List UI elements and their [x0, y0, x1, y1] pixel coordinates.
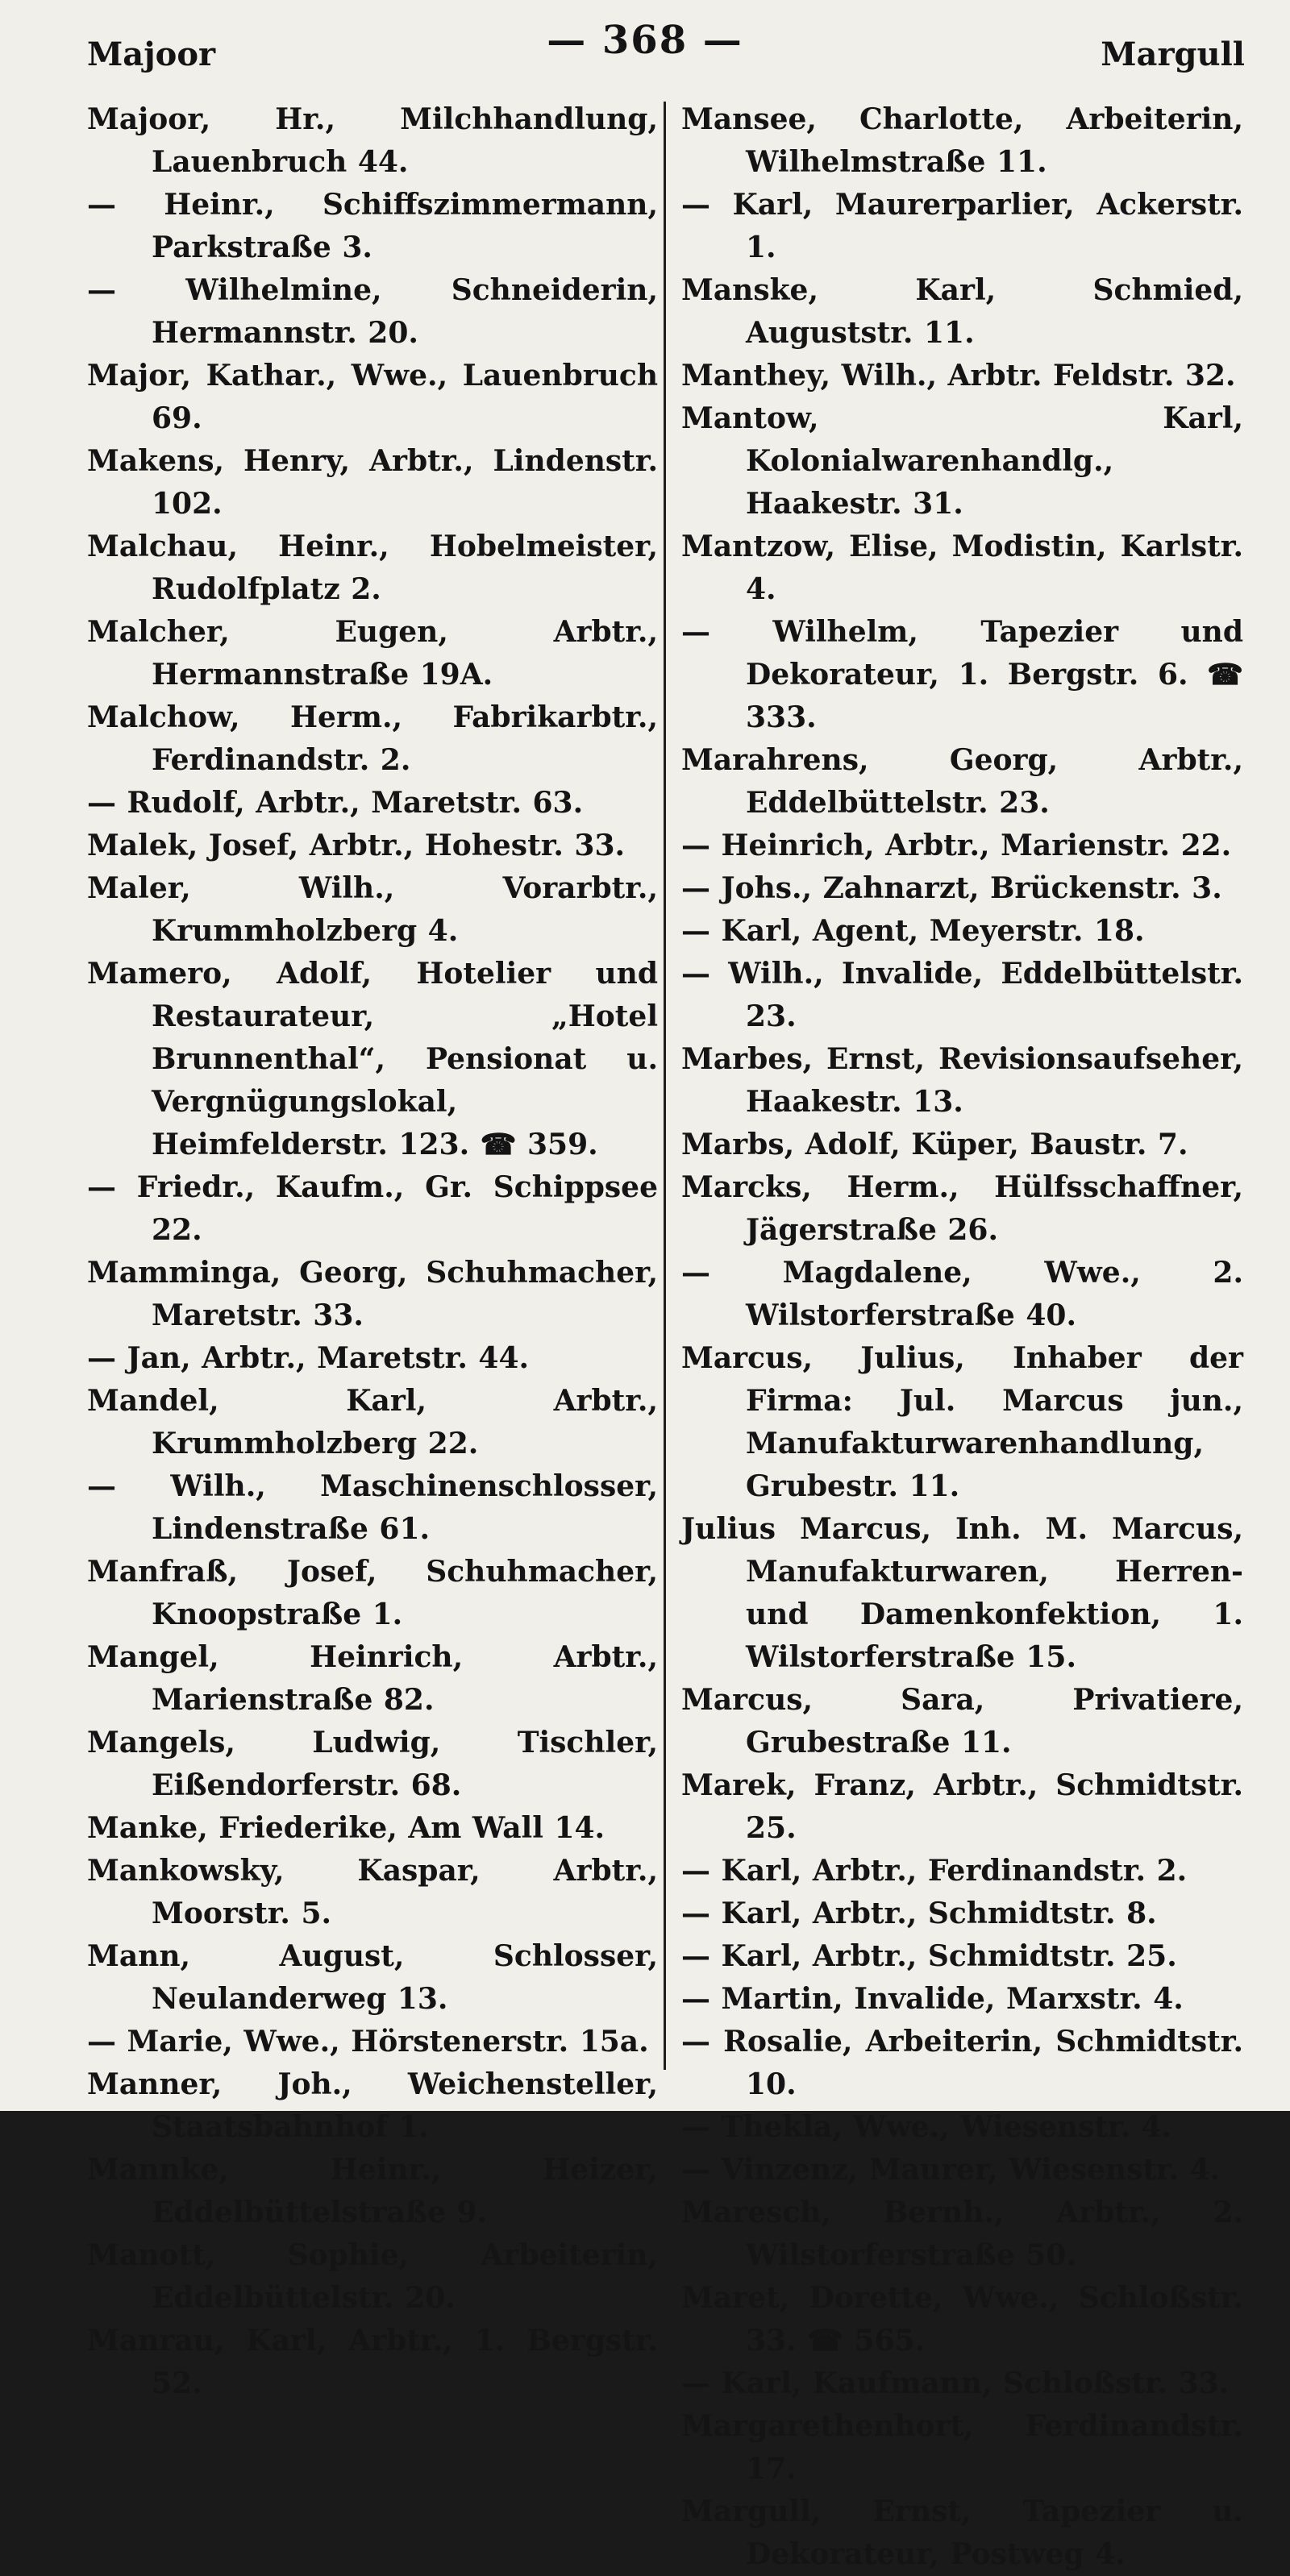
- directory-entry: Julius Marcus, Inh. M. Marcus, Manufakturwaren, Herren- und Damenkonfektion, 1. Wilstorferstraße 15.: [681, 1512, 1243, 1674]
- directory-entry: — Karl, Kaufmann, Schloßstr. 33.: [681, 2366, 1230, 2400]
- directory-entry: — Karl, Arbtr., Schmidtstr. 8.: [681, 1897, 1157, 1930]
- directory-entry: Malchau, Heinr., Hobelmeister, Rudolfplatz 2.: [87, 530, 658, 606]
- directory-entry: Mandel, Karl, Arbtr., Krummholzberg 22.: [87, 1384, 658, 1460]
- directory-entry: Margarethenhort, Ferdinandstr. 17.: [681, 2409, 1243, 2486]
- directory-entry: — Thekla, Wwe., Wiesenstr. 4.: [681, 2110, 1172, 2144]
- directory-entry: — Karl, Arbtr., Schmidtstr. 25.: [681, 1939, 1177, 1973]
- header-first-entry: Majoor: [87, 35, 216, 73]
- directory-entry: Marcks, Herm., Hülfsschaffner, Jägerstraße 26.: [681, 1170, 1243, 1247]
- directory-entry: Marbes, Ernst, Revisionsaufseher, Haakestr. 13.: [681, 1042, 1243, 1119]
- directory-entry: — Jan, Arbtr., Maretstr. 44.: [87, 1341, 530, 1375]
- directory-entry: Maret, Dorette, Wwe., Schloßstr. 33. ☎ 565.: [681, 2281, 1243, 2358]
- directory-entry: — Marie, Wwe., Hörstenerstr. 15a.: [87, 2025, 649, 2059]
- directory-entry: — Wilh., Invalide, Eddelbüttelstr. 23.: [681, 957, 1243, 1033]
- directory-entry: Mann, August, Schlosser, Neulanderweg 13.: [87, 1939, 658, 2016]
- directory-entry: Malchow, Herm., Fabrikarbtr., Ferdinandstr. 2.: [87, 700, 658, 777]
- directory-entry: Manfraß, Josef, Schuhmacher, Knoopstraße 1.: [87, 1555, 658, 1631]
- directory-entry: — Rosalie, Arbeiterin, Schmidtstr. 10.: [681, 2025, 1243, 2101]
- left-column: [87, 98, 658, 2400]
- directory-entry: Manner, Joh., Weichensteller, Staatsbahnhof 1.: [87, 2067, 658, 2144]
- directory-entry: Manke, Friederike, Am Wall 14.: [87, 1811, 605, 1845]
- directory-entry: Marahrens, Georg, Arbtr., Eddelbüttelstr. 23.: [681, 743, 1243, 820]
- directory-entry: — Karl, Arbtr., Ferdinandstr. 2.: [681, 1854, 1188, 1888]
- directory-entry: — Karl, Agent, Meyerstr. 18.: [681, 914, 1145, 948]
- column-divider: [664, 102, 666, 2070]
- directory-entry: Malcher, Eugen, Arbtr., Hermannstraße 19A.: [87, 615, 658, 692]
- directory-entry: Mangel, Heinrich, Arbtr., Marienstraße 82.: [87, 1640, 658, 1717]
- directory-entry: Marcus, Julius, Inhaber der Firma: Jul. Marcus jun., Manufakturwarenhandlung, Grubestr. 11.: [681, 1341, 1243, 1503]
- directory-entry: Marbs, Adolf, Küper, Baustr. 7.: [681, 1128, 1188, 1161]
- directory-entry: Manott, Sophie, Arbeiterin, Eddelbüttelstr. 20.: [87, 2238, 658, 2315]
- directory-entry: Mannke, Heinr., Heizer, Eddelbüttelstraße 9.: [87, 2153, 658, 2229]
- directory-entry: Maler, Wilh., Vorarbtr., Krummholzberg 4.: [87, 871, 658, 948]
- directory-entry: — Magdalene, Wwe., 2. Wilstorferstraße 40.: [681, 1256, 1243, 1332]
- directory-entry: Marcus, Sara, Privatiere, Grubestraße 11.: [681, 1683, 1243, 1760]
- directory-entry: Marek, Franz, Arbtr., Schmidtstr. 25.: [681, 1768, 1243, 1845]
- directory-entry: Majoor, Hr., Milchhandlung, Lauenbruch 44.: [87, 102, 658, 179]
- directory-entry: Manske, Karl, Schmied, Auguststr. 11.: [681, 273, 1243, 350]
- directory-entry: Mangels, Ludwig, Tischler, Eißendorferstr. 68.: [87, 1726, 658, 1802]
- directory-entry: Mamminga, Georg, Schuhmacher, Maretstr. 33.: [87, 1256, 658, 1332]
- directory-entry: Malek, Josef, Arbtr., Hohestr. 33.: [87, 829, 626, 862]
- directory-entry: — Wilh., Maschinenschlosser, Lindenstraße 61.: [87, 1469, 658, 1546]
- directory-entry: — Wilhelm, Tapezier und Dekorateur, 1. Bergstr. 6. ☎ 333.: [681, 615, 1243, 734]
- directory-entry: — Martin, Invalide, Marxstr. 4.: [681, 1982, 1184, 2016]
- directory-entry: Mansee, Charlotte, Arbeiterin, Wilhelmstraße 11.: [681, 102, 1243, 179]
- header-last-entry: Margull: [1101, 35, 1245, 73]
- directory-entry: Mantzow, Elise, Modistin, Karlstr. 4.: [681, 530, 1243, 606]
- right-column: [681, 98, 1243, 2571]
- directory-entry: Mankowsky, Kaspar, Arbtr., Moorstr. 5.: [87, 1854, 658, 1930]
- directory-entry: Manrau, Karl, Arbtr., 1. Bergstr. 52.: [87, 2324, 658, 2400]
- page-number: — 368 —: [547, 18, 743, 63]
- directory-entry: Margull, Ernst, Tapezier u. Dekorateur, Postweg 4.: [681, 2495, 1243, 2571]
- directory-entry: Major, Kathar., Wwe., Lauenbruch 69.: [87, 359, 658, 435]
- directory-entry: — Friedr., Kaufm., Gr. Schippsee 22.: [87, 1170, 658, 1247]
- directory-entry: Makens, Henry, Arbtr., Lindenstr. 102.: [87, 444, 658, 521]
- page-header: [0, 0, 1290, 81]
- directory-entry: — Wilhelmine, Schneiderin, Hermannstr. 20.: [87, 273, 658, 350]
- directory-entry: — Heinrich, Arbtr., Marienstr. 22.: [681, 829, 1232, 862]
- directory-entry: — Karl, Maurerparlier, Ackerstr. 1.: [681, 188, 1243, 264]
- directory-entry: — Johs., Zahnarzt, Brückenstr. 3.: [681, 871, 1222, 905]
- directory-entry: Manthey, Wilh., Arbtr. Feldstr. 32.: [681, 359, 1236, 393]
- directory-entry: Mamero, Adolf, Hotelier und Restaurateur, „Hotel Brunnenthal“, Pensionat u. Vergnügungslokal, Heimfelderstr. 123. ☎ 359.: [87, 957, 658, 1161]
- directory-entry: Maresch, Bernh., Arbtr., 2. Wilstorferstraße 50.: [681, 2196, 1243, 2272]
- directory-entry: Mantow, Karl, Kolonialwarenhandlg., Haakestr. 31.: [681, 401, 1243, 521]
- directory-entry: — Heinr., Schiffszimmermann, Parkstraße 3.: [87, 188, 658, 264]
- directory-entry: — Rudolf, Arbtr., Maretstr. 63.: [87, 786, 584, 820]
- directory-entry: — Vinzenz, Maurer, Wiesenstr. 4.: [681, 2153, 1221, 2187]
